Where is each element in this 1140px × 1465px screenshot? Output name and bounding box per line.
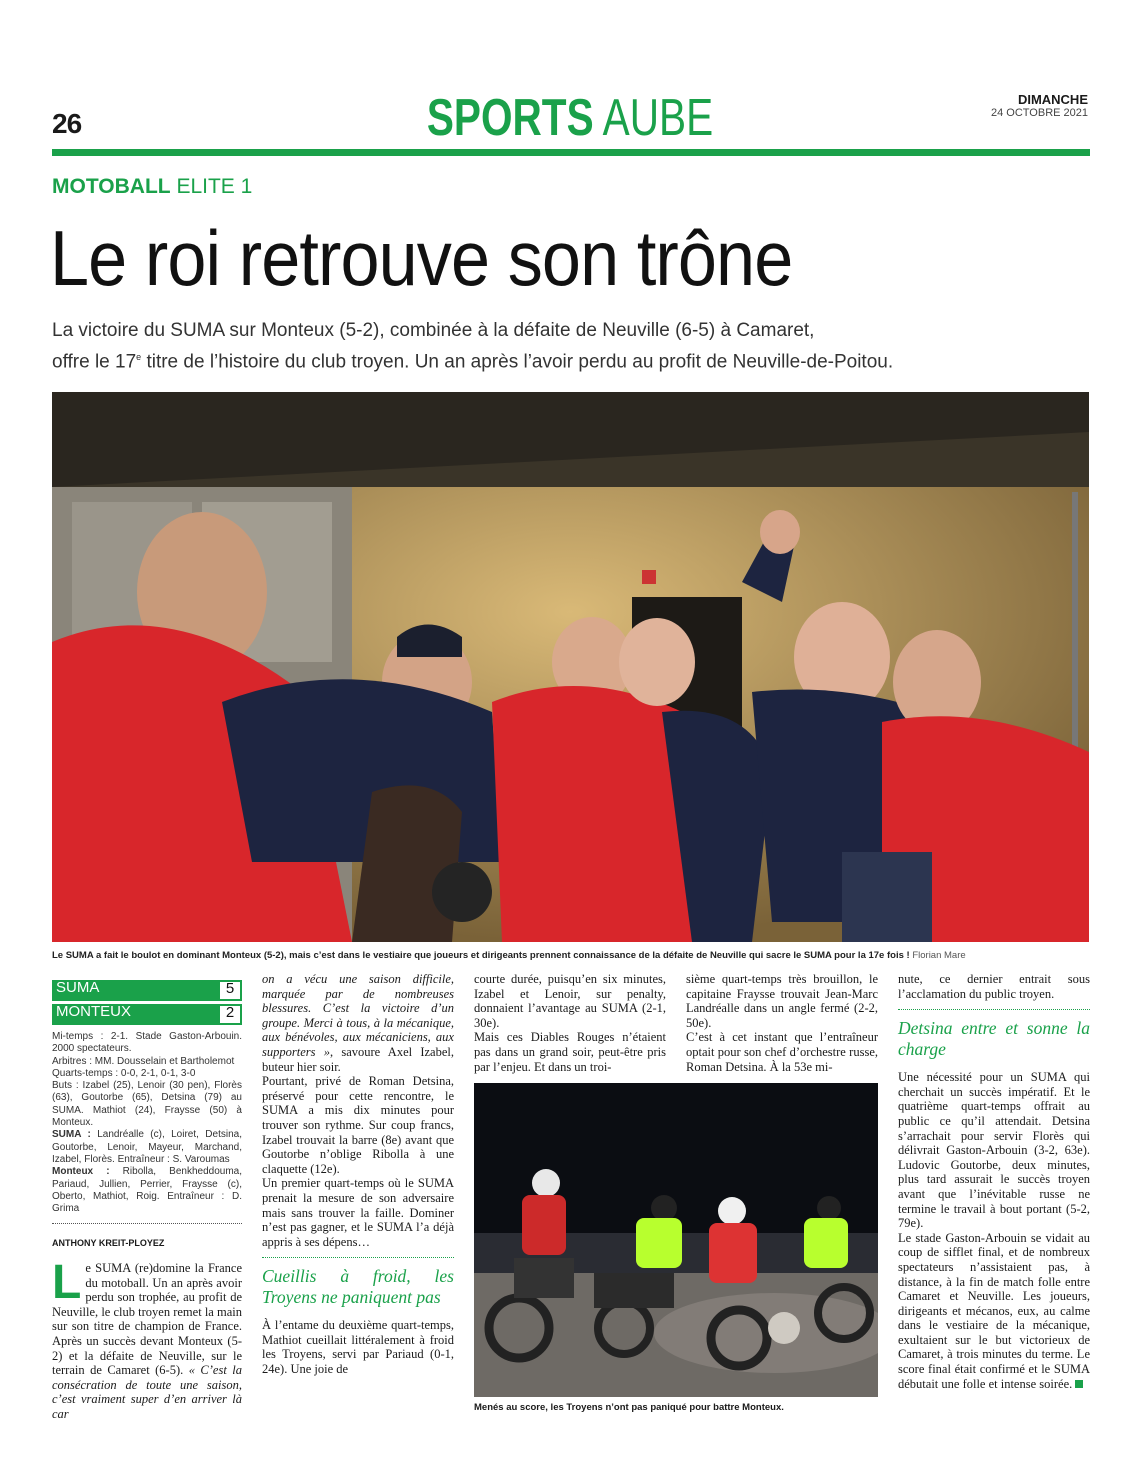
body-paragraph: C’est à cet instant que l’entraîneur optait pour son chef d’orchestre russe, Roman Detsina. À la 53e mi- — [686, 1030, 878, 1074]
end-mark — [1075, 1380, 1083, 1388]
lede-line-2b: titre de l’histoire du club troyen. Un an après l’avoir perdu au profit de Neuville-de-Poitou. — [141, 351, 894, 373]
lede-sup: e — [136, 352, 142, 362]
divider — [52, 1223, 242, 1224]
body-paragraph: Le stade Gaston-Arbouin se vidait au coup de sifflet final, et de nombreux spectateurs n’assistaient pas, à distance, à la fin de match folle entre Camaret et Neuville. Les joueurs, dirigeants et mécanos, eux, au calme dans le vestiaire de la mécanique, exultaient sur le but victorieux de Camaret, à trois minutes du terme. Le score final était confirmé et le SUMA débutait une folle et intense soirée. — [898, 1230, 1090, 1391]
section-title — [125, 88, 1014, 148]
date-block — [991, 92, 1088, 119]
divider — [898, 1009, 1090, 1010]
body-paragraph: courte durée, puisqu’en six minutes, Izabel et Lenoir, sur penalty, donnaient l’avantage au SUMA (2-1, 30e). — [474, 972, 666, 1030]
divider — [262, 1257, 454, 1258]
body-paragraph: on a vécu une saison difficile, marquée par de nombreuses blessures. C’est la victoire d’un groupe. Merci à tous, à la mécanique, aux bénévoles, aux mécaniciens, aux supporters », savoure Axel Izabel, buteur hier soir. — [262, 972, 454, 1074]
byline: ANTHONY KREIT-PLOYEZ — [52, 1238, 165, 1249]
fact-lineup-suma: SUMA : Landréalle (c), Loiret, Detsina, Goutorbe, Lenoir, Mayeur, Marchand, Izabel, Florès. Entraîneur : S. Varoumas — [52, 1129, 242, 1165]
lede-line-1: La victoire du SUMA sur Monteux (5-2), combinée à la défaite de Neuville (6-5) à Camaret, — [52, 320, 815, 341]
fact-lineup-monteux: Monteux : Ribolla, Benkheddouma, Pariaud, Jullien, Perrier, Fraysse (c), Oberto, Mathiot, Roig. Entraîneur : D. Grima — [52, 1166, 242, 1215]
subhead: Cueillis à froid, les Troyens ne paniquent pas — [262, 1266, 454, 1308]
kicker-sport: MOTOBALL — [52, 175, 171, 198]
header-rule — [52, 149, 1090, 156]
score-row-suma — [52, 980, 242, 1001]
motoball-photo — [474, 1083, 878, 1397]
fact-line: Quarts-temps : 0-0, 2-1, 0-1, 3-0 — [52, 1067, 196, 1079]
caption-text: Le SUMA a fait le boulot en dominant Monteux (5-2), mais c’est dans le vestiaire que joueurs et dirigeants prennent connaissance de la défaite de Neuville qui sacre le SUMA pour la 17e fois ! — [52, 950, 910, 961]
body-paragraph: nute, ce dernier entrait sous l’acclamation du public troyen. — [898, 972, 1090, 1001]
column-2 — [262, 972, 454, 1377]
team-name: MONTEUX — [52, 1004, 218, 1025]
column-1 — [52, 980, 242, 1422]
team-score: 5 — [218, 980, 242, 1001]
match-facts — [52, 1031, 242, 1215]
column-4 — [686, 972, 878, 1074]
drop-cap: L — [52, 1256, 82, 1310]
lede — [52, 317, 1052, 375]
kicker-league: ELITE 1 — [176, 175, 253, 198]
lede-line-2a: offre le 17 — [52, 351, 137, 373]
main-photo-caption — [52, 950, 1089, 961]
motoball-photo-caption: Menés au score, les Troyens n’ont pas paniqué pour battre Monteux. — [474, 1402, 784, 1413]
body-paragraph: sième quart-temps très brouillon, le capitaine Fraysse trouvait Jean-Marc Landréalle dans un angle fermé (2-2, 50e). — [686, 972, 878, 1030]
team-score: 2 — [218, 1004, 242, 1025]
main-photo — [52, 392, 1089, 942]
body-paragraph: Un premier quart-temps où le SUMA prenait la mesure de son adversaire mais sans trouver la faille. Dominer n’est pas gagner, et le SUMA l’a déjà appris à ses dépens… — [262, 1176, 454, 1249]
fact-line: Buts : Izabel (25), Lenoir (30 pen), Florès (63), Goutorbe (65), Detsina (79) au SUMA. Mathiot (24), Fraysse (50) à Monteux. — [52, 1080, 242, 1129]
section-title-bold: SPORTS — [426, 89, 594, 147]
date-day: DIMANCHE — [1017, 92, 1088, 107]
subhead: Detsina entre et sonne la charge — [898, 1018, 1090, 1060]
section-title-light: AUBE — [602, 89, 714, 147]
team-name: SUMA — [52, 980, 218, 1001]
score-row-monteux — [52, 1004, 242, 1025]
body-paragraph: À l’entame du deuxième quart-temps, Mathiot cueillait littéralement à froid les Troyens, servi par Pariaud (0-1, 24e). Une joie de — [262, 1318, 454, 1377]
column-5 — [898, 972, 1090, 1391]
fact-line: Arbitres : MM. Dousselain et Bartholemot — [52, 1055, 235, 1067]
column-3 — [474, 972, 666, 1074]
date-full: 24 OCTOBRE 2021 — [990, 107, 1088, 119]
body-paragraph: Une nécessité pour un SUMA qui cherchait un succès impératif. Et le quatrième quart-temps offrait au public ce qu’il attendait. Detsina s’arrachait pour servir Florès qui délivrait Gaston-Arbouin (3-2, 63e). Ludovic Goutorbe, deux minutes, plus tard assurait le succès troyen avant que l’inévitable russe ne termine le travail à bout portant (5-2, 79e). — [898, 1070, 1090, 1231]
body-paragraph: Pourtant, privé de Roman Detsina, préservé pour cette rencontre, le SUMA a mis dix minutes pour trouver son rythme. Sur coup francs, Izabel trouvait la barre (8e) avant que Goutorbe n’oblige Ribolla à une claquette (12e). — [262, 1074, 454, 1176]
photo-credit: Florian Mare — [912, 950, 966, 961]
intro-paragraph: Le SUMA (re)domine la France du motoball. Un an après avoir perdu son trophée, au profit de Neuville, le club troyen remet la main sur son titre de champion de France. Après un succès devant Monteux (5-2) et la défaite de Neuville, sur le terrain de Camaret (6-5). « C’est la consécration de toute une saison, c’est vraiment super d’en arriver là car — [52, 1256, 242, 1421]
body-paragraph: Mais ces Diables Rouges n’étaient pas dans un grand soir, peut-être pris par l’enjeu. Et dans un troi- — [474, 1030, 666, 1074]
headline: Le roi retrouve son trône — [50, 214, 793, 302]
page-number: 26 — [52, 108, 82, 139]
fact-line: Mi-temps : 2-1. Stade Gaston-Arbouin. 2000 spectateurs. — [52, 1031, 242, 1055]
kicker — [52, 175, 252, 199]
